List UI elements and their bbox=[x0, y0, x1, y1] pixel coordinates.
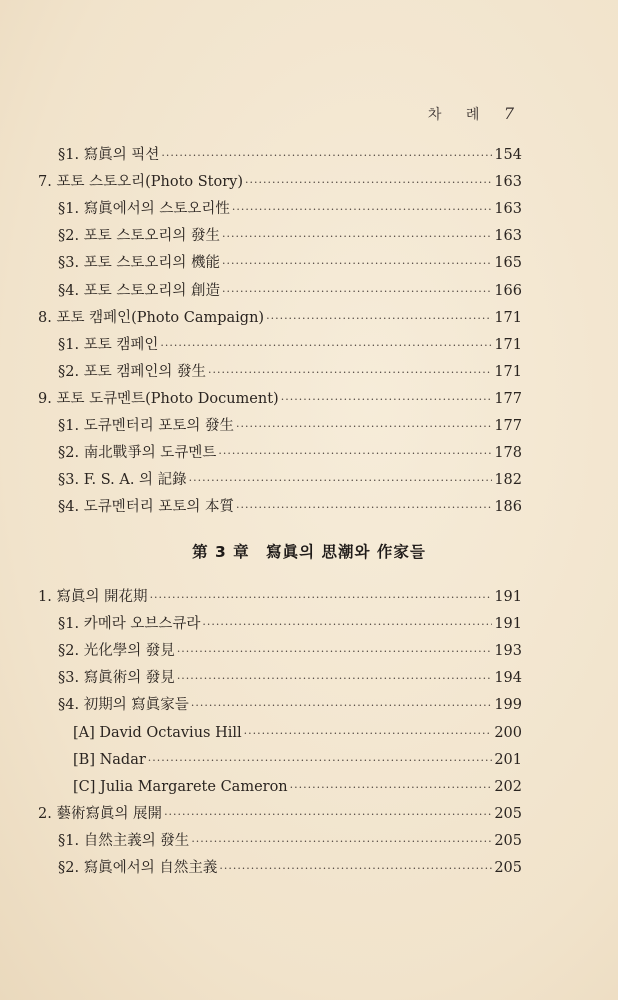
dot-leader bbox=[160, 333, 492, 359]
dot-leader bbox=[164, 802, 492, 828]
dot-leader bbox=[236, 495, 492, 521]
toc-entry-page: 205 bbox=[494, 805, 522, 822]
toc-entry-title: §4. 도큐멘터리 포토의 本質 bbox=[58, 499, 234, 516]
toc-entry-page: 186 bbox=[494, 499, 522, 516]
toc-entry-title: 9. 포토 도큐멘트(Photo Document) bbox=[38, 390, 279, 407]
toc-entry-page: 166 bbox=[494, 282, 522, 299]
toc-entry bbox=[58, 278, 522, 304]
toc-entry-page: 191 bbox=[494, 616, 522, 633]
toc-entry-page: 163 bbox=[494, 201, 522, 218]
toc-entry-title: [A] David Octavius Hill bbox=[73, 724, 242, 741]
toc-entry-title: §3. 寫眞術의 發見 bbox=[58, 670, 175, 687]
toc-entry-page: 205 bbox=[494, 860, 522, 876]
toc-entry-page: 182 bbox=[494, 472, 522, 489]
dot-leader bbox=[148, 748, 493, 774]
toc-entry-title: §2. 포토 캠페인의 發生 bbox=[58, 363, 206, 380]
toc-entry bbox=[58, 494, 522, 520]
toc-entry bbox=[38, 169, 522, 195]
toc-entry-page: 163 bbox=[494, 228, 522, 245]
toc-entry-page: 163 bbox=[494, 174, 522, 191]
dot-leader bbox=[177, 639, 493, 665]
dot-leader bbox=[281, 387, 493, 413]
toc-entry-page: 201 bbox=[494, 751, 522, 768]
toc-entry bbox=[73, 774, 522, 800]
toc-entry-title: §2. 光化學의 發見 bbox=[58, 643, 175, 660]
toc-entry-title: 7. 포토 스토오리(Photo Story) bbox=[38, 174, 244, 191]
toc-entry-title: 8. 포토 캠페인(Photo Campaign) bbox=[38, 309, 265, 326]
dot-leader bbox=[177, 666, 493, 692]
dot-leader bbox=[245, 170, 492, 196]
toc-entry bbox=[58, 828, 522, 854]
page-header bbox=[428, 104, 514, 124]
toc-entry-page: 199 bbox=[494, 697, 522, 714]
toc-entry-title: §1. 自然主義의 發生 bbox=[58, 832, 190, 849]
toc-entry-page: 178 bbox=[494, 445, 522, 462]
toc-entry bbox=[58, 223, 522, 249]
toc-entry bbox=[58, 413, 522, 439]
toc-entry-page: 154 bbox=[494, 147, 522, 163]
dot-leader bbox=[222, 251, 492, 277]
toc-entry bbox=[38, 386, 522, 412]
toc-entry-title: §1. 포토 캠페인 bbox=[58, 336, 159, 353]
toc-entry-page: 202 bbox=[494, 778, 522, 795]
toc-entry-page: 177 bbox=[494, 390, 522, 407]
toc-entry bbox=[58, 359, 522, 385]
chapter-heading: 第 3 章 寫眞의 思潮와 作家들 bbox=[192, 543, 426, 561]
toc-entry-page: 191 bbox=[494, 589, 522, 605]
toc-entry bbox=[73, 720, 522, 746]
toc-entry-title: 2. 藝術寫眞의 展開 bbox=[38, 805, 163, 822]
toc-entry-page: 200 bbox=[494, 724, 522, 741]
toc-entry-page: 177 bbox=[494, 418, 522, 434]
dot-leader bbox=[150, 585, 493, 611]
toc-entry-title: §1. 寫眞에서의 스토오리性 bbox=[58, 201, 230, 218]
toc-entry bbox=[38, 584, 522, 610]
dot-leader bbox=[290, 775, 493, 801]
dot-leader bbox=[219, 856, 492, 882]
dot-leader bbox=[191, 829, 492, 855]
dot-leader bbox=[266, 306, 492, 332]
toc-entry-title: [B] Nadar bbox=[73, 751, 146, 768]
dot-leader bbox=[202, 612, 492, 638]
dot-leader bbox=[161, 143, 492, 169]
toc-entry-title: §1. 카메라 오브스큐라 bbox=[58, 616, 201, 633]
toc-entry bbox=[58, 332, 522, 358]
toc-entry bbox=[38, 801, 522, 827]
dot-leader bbox=[222, 224, 492, 250]
toc-entry-page: 171 bbox=[494, 309, 522, 326]
toc-entry-title: §2. 포토 스토오리의 發生 bbox=[58, 228, 220, 245]
toc-entry bbox=[58, 855, 522, 881]
toc-entry bbox=[58, 142, 522, 168]
toc-entry-page: 205 bbox=[494, 832, 522, 849]
dot-leader bbox=[208, 360, 492, 386]
dot-leader bbox=[222, 279, 492, 305]
toc-entry bbox=[58, 196, 522, 222]
toc-entry bbox=[58, 440, 522, 466]
toc-entry bbox=[58, 692, 522, 718]
toc-entry-title: §1. 寫眞의 픽션 bbox=[58, 147, 160, 163]
toc-entry bbox=[58, 665, 522, 691]
toc-entry-title: §3. 포토 스토오리의 機能 bbox=[58, 255, 220, 272]
dot-leader bbox=[191, 693, 492, 719]
toc-entry-title: §2. 寫眞에서의 自然主義 bbox=[58, 860, 218, 876]
toc-entry-page: 171 bbox=[494, 336, 522, 353]
page-number: 7 bbox=[503, 104, 514, 123]
toc-entry-page: 165 bbox=[494, 255, 522, 272]
toc-entry bbox=[73, 747, 522, 773]
dot-leader bbox=[189, 468, 493, 494]
header-label: 차 례 bbox=[427, 107, 490, 123]
toc-entry-title: 1. 寫眞의 開花期 bbox=[38, 589, 148, 605]
toc-entry-title: §4. 포토 스토오리의 創造 bbox=[58, 282, 220, 299]
toc-entry-page: 193 bbox=[494, 643, 522, 660]
toc-entry-title: [C] Julia Margarete Cameron bbox=[73, 778, 288, 795]
toc-entry-page: 171 bbox=[494, 363, 522, 380]
dot-leader bbox=[232, 197, 492, 223]
dot-leader bbox=[236, 414, 492, 440]
toc-entry-title: §2. 南北戰爭의 도큐멘트 bbox=[58, 445, 217, 462]
toc-entry-title: §4. 初期의 寫眞家들 bbox=[58, 697, 189, 714]
dot-leader bbox=[244, 721, 493, 747]
toc-entry-page: 194 bbox=[494, 670, 522, 687]
toc-entry bbox=[58, 611, 522, 637]
toc-entry-title: §3. F. S. A. 의 記錄 bbox=[58, 472, 187, 489]
toc-entry bbox=[38, 305, 522, 331]
dot-leader bbox=[218, 441, 492, 467]
toc-entry bbox=[58, 250, 522, 276]
toc-entry bbox=[58, 638, 522, 664]
toc-entry bbox=[58, 467, 522, 493]
toc-entry-title: §1. 도큐멘터리 포토의 發生 bbox=[58, 418, 234, 434]
